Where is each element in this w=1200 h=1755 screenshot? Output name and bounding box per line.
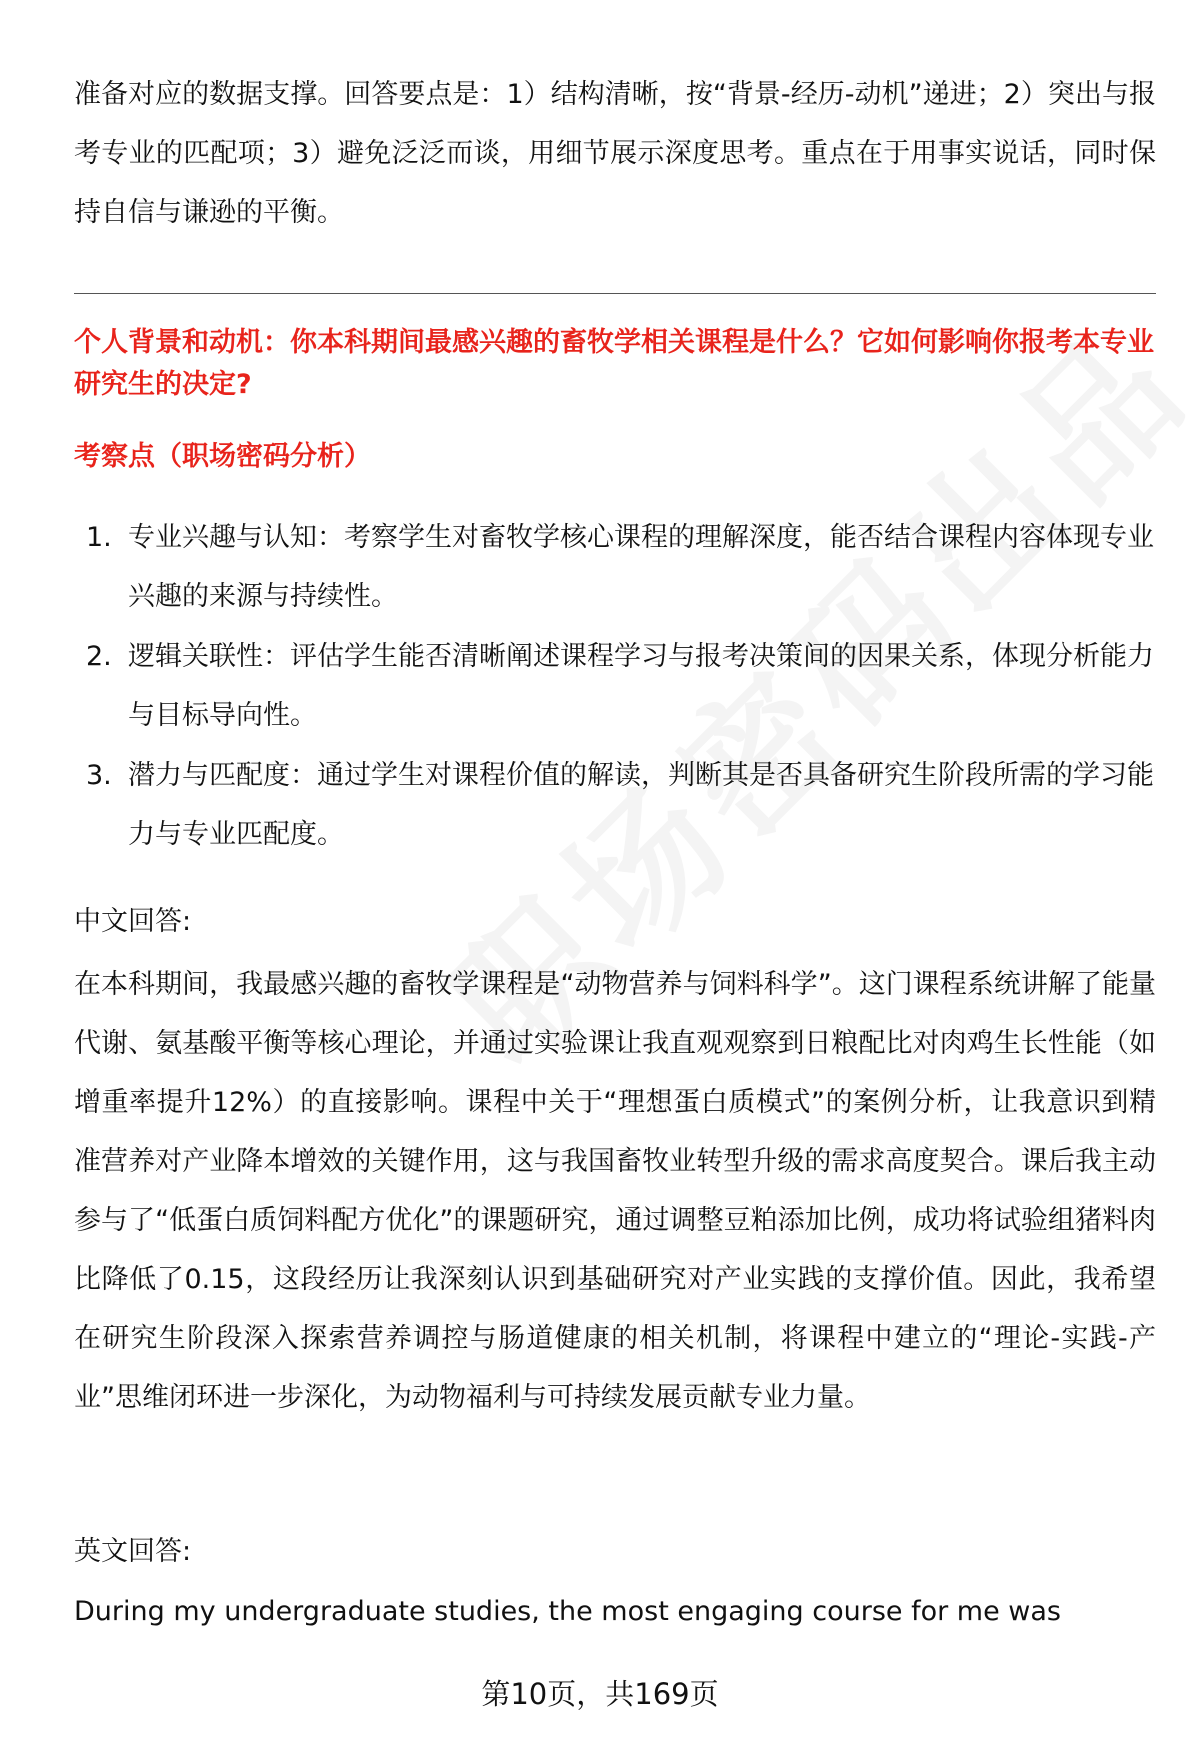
list-number: 2. — [86, 641, 112, 672]
chinese-answer-label: 中文回答: — [74, 906, 192, 937]
question-heading: 个人背景和动机：你本科期间最感兴趣的畜牧学相关课程是什么？它如何影响你报考本专业研究生的决定? — [74, 327, 1154, 400]
chinese-answer-text: 在本科期间，我最感兴趣的畜牧学课程是“动物营养与饲料科学”。这门课程系统讲解了能量代谢、氨基酸平衡等核心理论，并通过实验课让我直观观察到日粮配比对肉鸡生长性能（如增重率提升12%）的直接影响。课程中关于“理想蛋白质模式”的案例分析，让我意识到精准营养对产业降本增效的关键作用，这与我国畜牧业转型升级的需求高度契合。课后我主动参与了“低蛋白质饲料配方优化”的课题研究，通过调整豆粕添加比例，成功将试验组猪料肉比降低了0.15，这段经历让我深刻认识到基础研究对产业实践的支撑价值。因此，我希望在研究生阶段深入探索营养调控与肠道健康的相关机制，将课程中建立的“理论-实践-产业”思维闭环进一步深化，为动物福利与可持续发展贡献专业力量。 — [74, 969, 1156, 1413]
english-answer-text: During my undergraduate studies, the most engaging course for me was — [74, 1596, 1061, 1627]
list-item-text: 逻辑关联性：评估学生能否清晰阐述课程学习与报考决策间的因果关系，体现分析能力与目标导向性。 — [128, 641, 1154, 731]
list-item — [74, 746, 1156, 864]
page-footer: 第10页，共169页 — [481, 1677, 719, 1711]
list-item-text: 潜力与匹配度：通过学生对课程价值的解读，判断其是否具备研究生阶段所需的学习能力与专业匹配度。 — [128, 760, 1154, 850]
section-divider — [74, 293, 1156, 294]
assessment-heading: 考察点（职场密码分析） — [74, 441, 371, 472]
list-item-text: 专业兴趣与认知：考察学生对畜牧学核心课程的理解深度，能否结合课程内容体现专业兴趣的来源与持续性。 — [128, 522, 1154, 612]
list-number: 3. — [86, 760, 112, 791]
list-item — [74, 508, 1156, 626]
english-answer-label: 英文回答: — [74, 1536, 192, 1567]
assessment-list — [74, 508, 1156, 865]
list-item — [74, 627, 1156, 745]
list-number: 1. — [86, 522, 112, 553]
intro-paragraph: 准备对应的数据支撑。回答要点是：1）结构清晰，按“背景-经历-动机”递进；2）突出与报考专业的匹配项；3）避免泛泛而谈，用细节展示深度思考。重点在于用事实说话，同时保持自信与谦逊的平衡。 — [74, 79, 1156, 228]
